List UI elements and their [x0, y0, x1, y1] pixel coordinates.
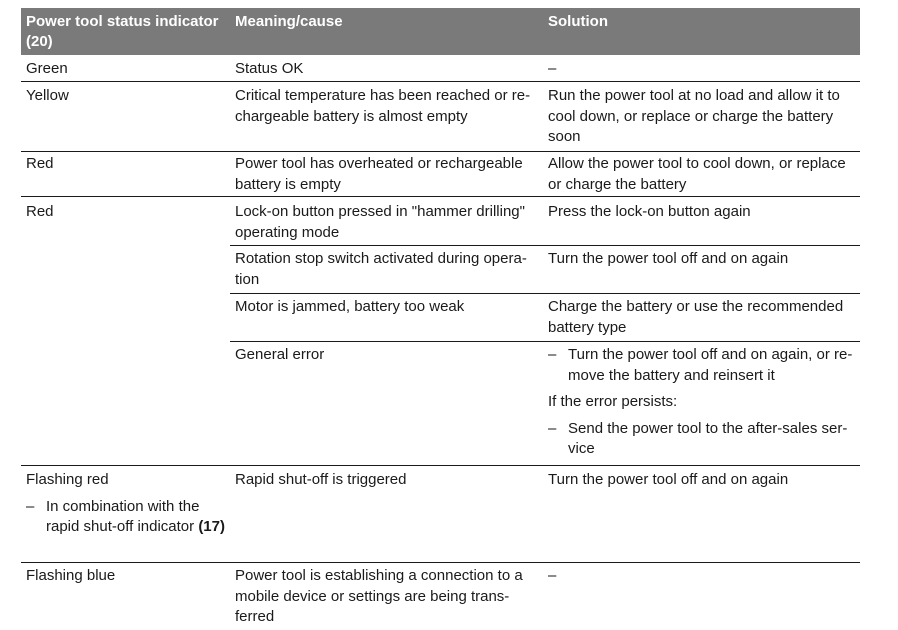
row-divider — [21, 562, 860, 563]
dash-bullet: – — [26, 497, 35, 515]
solution-item-text: Turn the power tool off and on again, or re-move the battery and reinsert it — [568, 346, 853, 384]
table-header — [21, 8, 860, 55]
row-divider — [21, 465, 860, 466]
solution-note: If the error persists: — [548, 393, 678, 410]
solution-cell: – — [548, 567, 557, 584]
table-row — [21, 468, 860, 560]
solution-cell: Turn the power tool off and on again — [548, 250, 789, 267]
status-cell: Green — [26, 60, 68, 77]
status-note-text: In combination with the rapid shut-off indicator — [46, 497, 200, 535]
header-status-indicator: Power tool status indicator (20) — [26, 13, 219, 50]
solution-cell: Turn the power tool off and on again — [548, 471, 789, 488]
dash-bullet: – — [548, 346, 557, 363]
row-divider — [21, 81, 860, 82]
header-solution: Solution — [548, 13, 608, 30]
status-cell: Yellow — [26, 87, 69, 104]
dash-bullet: – — [548, 419, 557, 437]
meaning-cell: Power tool has overheated or rechargeable battery is empty — [235, 155, 523, 193]
status-cell: Red — [26, 203, 54, 220]
table-row — [21, 343, 860, 463]
meaning-cell: Critical temperature has been reached or re-chargeable battery is almost empty — [235, 87, 531, 125]
solution-cell: Allow the power tool to cool down, or replace or charge the battery — [548, 155, 846, 193]
solution-cell: Charge the battery or use the recommended battery type — [548, 298, 844, 336]
status-note — [26, 497, 226, 538]
status-cell: Red — [26, 155, 54, 172]
row-divider — [21, 196, 860, 197]
table-row — [21, 295, 860, 341]
meaning-cell: Rotation stop switch activated during opera-tion — [235, 250, 527, 288]
solution-cell: – — [548, 60, 557, 77]
solution-list-item — [548, 345, 858, 386]
status-note-ref: (17) — [198, 518, 225, 535]
status-cell — [26, 470, 226, 538]
solution-cell: Run the power tool at no load and allow it to cool down, or replace or charge the battery soon — [548, 87, 840, 145]
solution-item-text: Send the power tool to the after-sales ser-vice — [568, 419, 848, 457]
table-row — [21, 84, 860, 150]
meaning-cell: Lock-on button pressed in "hammer drilling" operating mode — [235, 203, 525, 241]
table-row — [21, 152, 860, 196]
meaning-cell: General error — [235, 346, 325, 363]
status-label: Flashing red — [26, 471, 109, 488]
row-divider — [230, 341, 860, 342]
solution-cell: Press the lock-on button again — [548, 203, 751, 220]
meaning-cell: Power tool is establishing a connection to a mobile device or settings are being trans-ferred — [235, 567, 523, 625]
solution-cell — [548, 345, 858, 460]
row-divider — [230, 293, 860, 294]
table-row — [21, 57, 860, 81]
meaning-cell: Motor is jammed, battery too weak — [235, 298, 465, 315]
solution-list-item — [548, 419, 858, 460]
table-row — [21, 200, 860, 244]
table-row — [21, 247, 860, 293]
row-divider — [230, 245, 860, 246]
meaning-cell: Rapid shut-off is triggered — [235, 471, 407, 488]
table-row — [21, 564, 860, 630]
meaning-cell: Status OK — [235, 60, 304, 77]
header-meaning-cause: Meaning/cause — [235, 13, 343, 30]
status-cell: Flashing blue — [26, 567, 116, 584]
